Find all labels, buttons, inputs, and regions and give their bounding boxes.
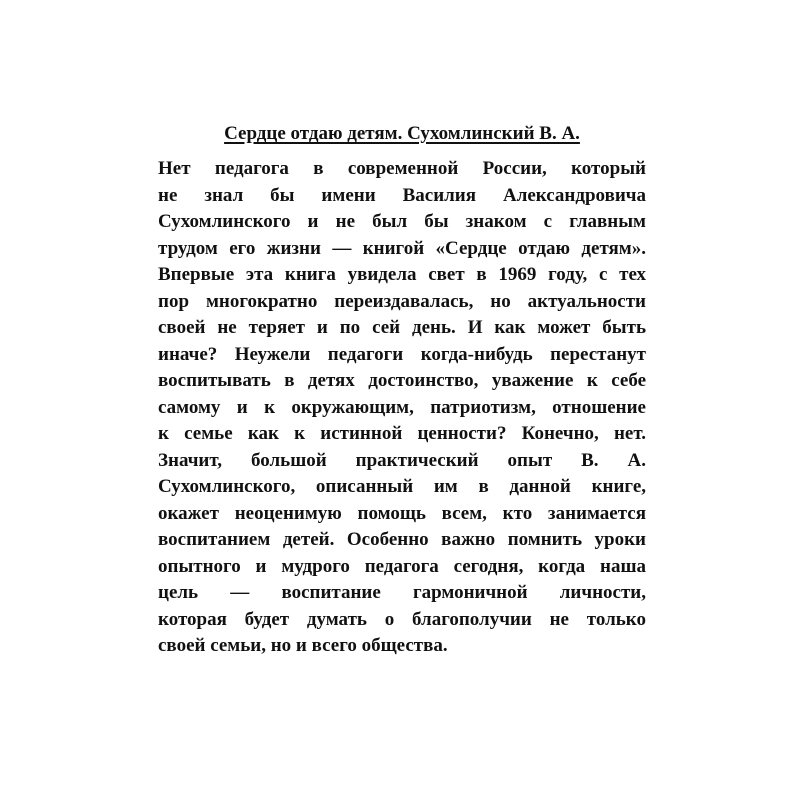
text-line: воспитанием детей. Особенно важно помнить уроки	[158, 529, 646, 550]
text-line: которая будет думать о благополучии не только	[158, 608, 646, 630]
text-line: трудом его жизни — книгой «Сердце отдаю детям».	[158, 237, 646, 259]
text-line: не знал бы имени Василия Александровича	[158, 184, 646, 206]
text-line: цель — воспитание гармоничной личности,	[158, 582, 646, 603]
text-line: своей не теряет и по сей день. И как может быть	[158, 317, 646, 338]
paragraph	[158, 156, 646, 660]
text-line: воспитывать в детях достоинство, уважение к себе	[158, 370, 646, 391]
text-line: Сухомлинского и не был бы знаком с главным	[158, 211, 646, 232]
text-line: опытного и мудрого педагога сегодня, когда наша	[158, 555, 646, 577]
text-line: окажет неоценимую помощь всем, кто занимается	[158, 502, 646, 524]
text-line: Значит, большой практический опыт В. А.	[158, 449, 646, 471]
text-line: Сухомлинского, описанный им в данной книге,	[158, 476, 646, 497]
text-line: своей семьи, но и всего общества.	[158, 635, 448, 656]
text-line: Впервые эта книга увидела свет в 1969 году, с тех	[158, 264, 646, 285]
text-line: Нет педагога в современной России, который	[158, 158, 646, 179]
document-title: Сердце отдаю детям. Сухомлинский В. А.	[224, 123, 580, 144]
text-line: самому и к окружающим, патриотизм, отношение	[158, 396, 646, 418]
text-line: пор многократно переиздавалась, но актуальности	[158, 290, 646, 312]
document-body	[158, 120, 646, 660]
text-line: иначе? Неужели педагоги когда-нибудь перестанут	[158, 343, 646, 365]
text-line: к семье как к истинной ценности? Конечно, нет.	[158, 423, 646, 444]
